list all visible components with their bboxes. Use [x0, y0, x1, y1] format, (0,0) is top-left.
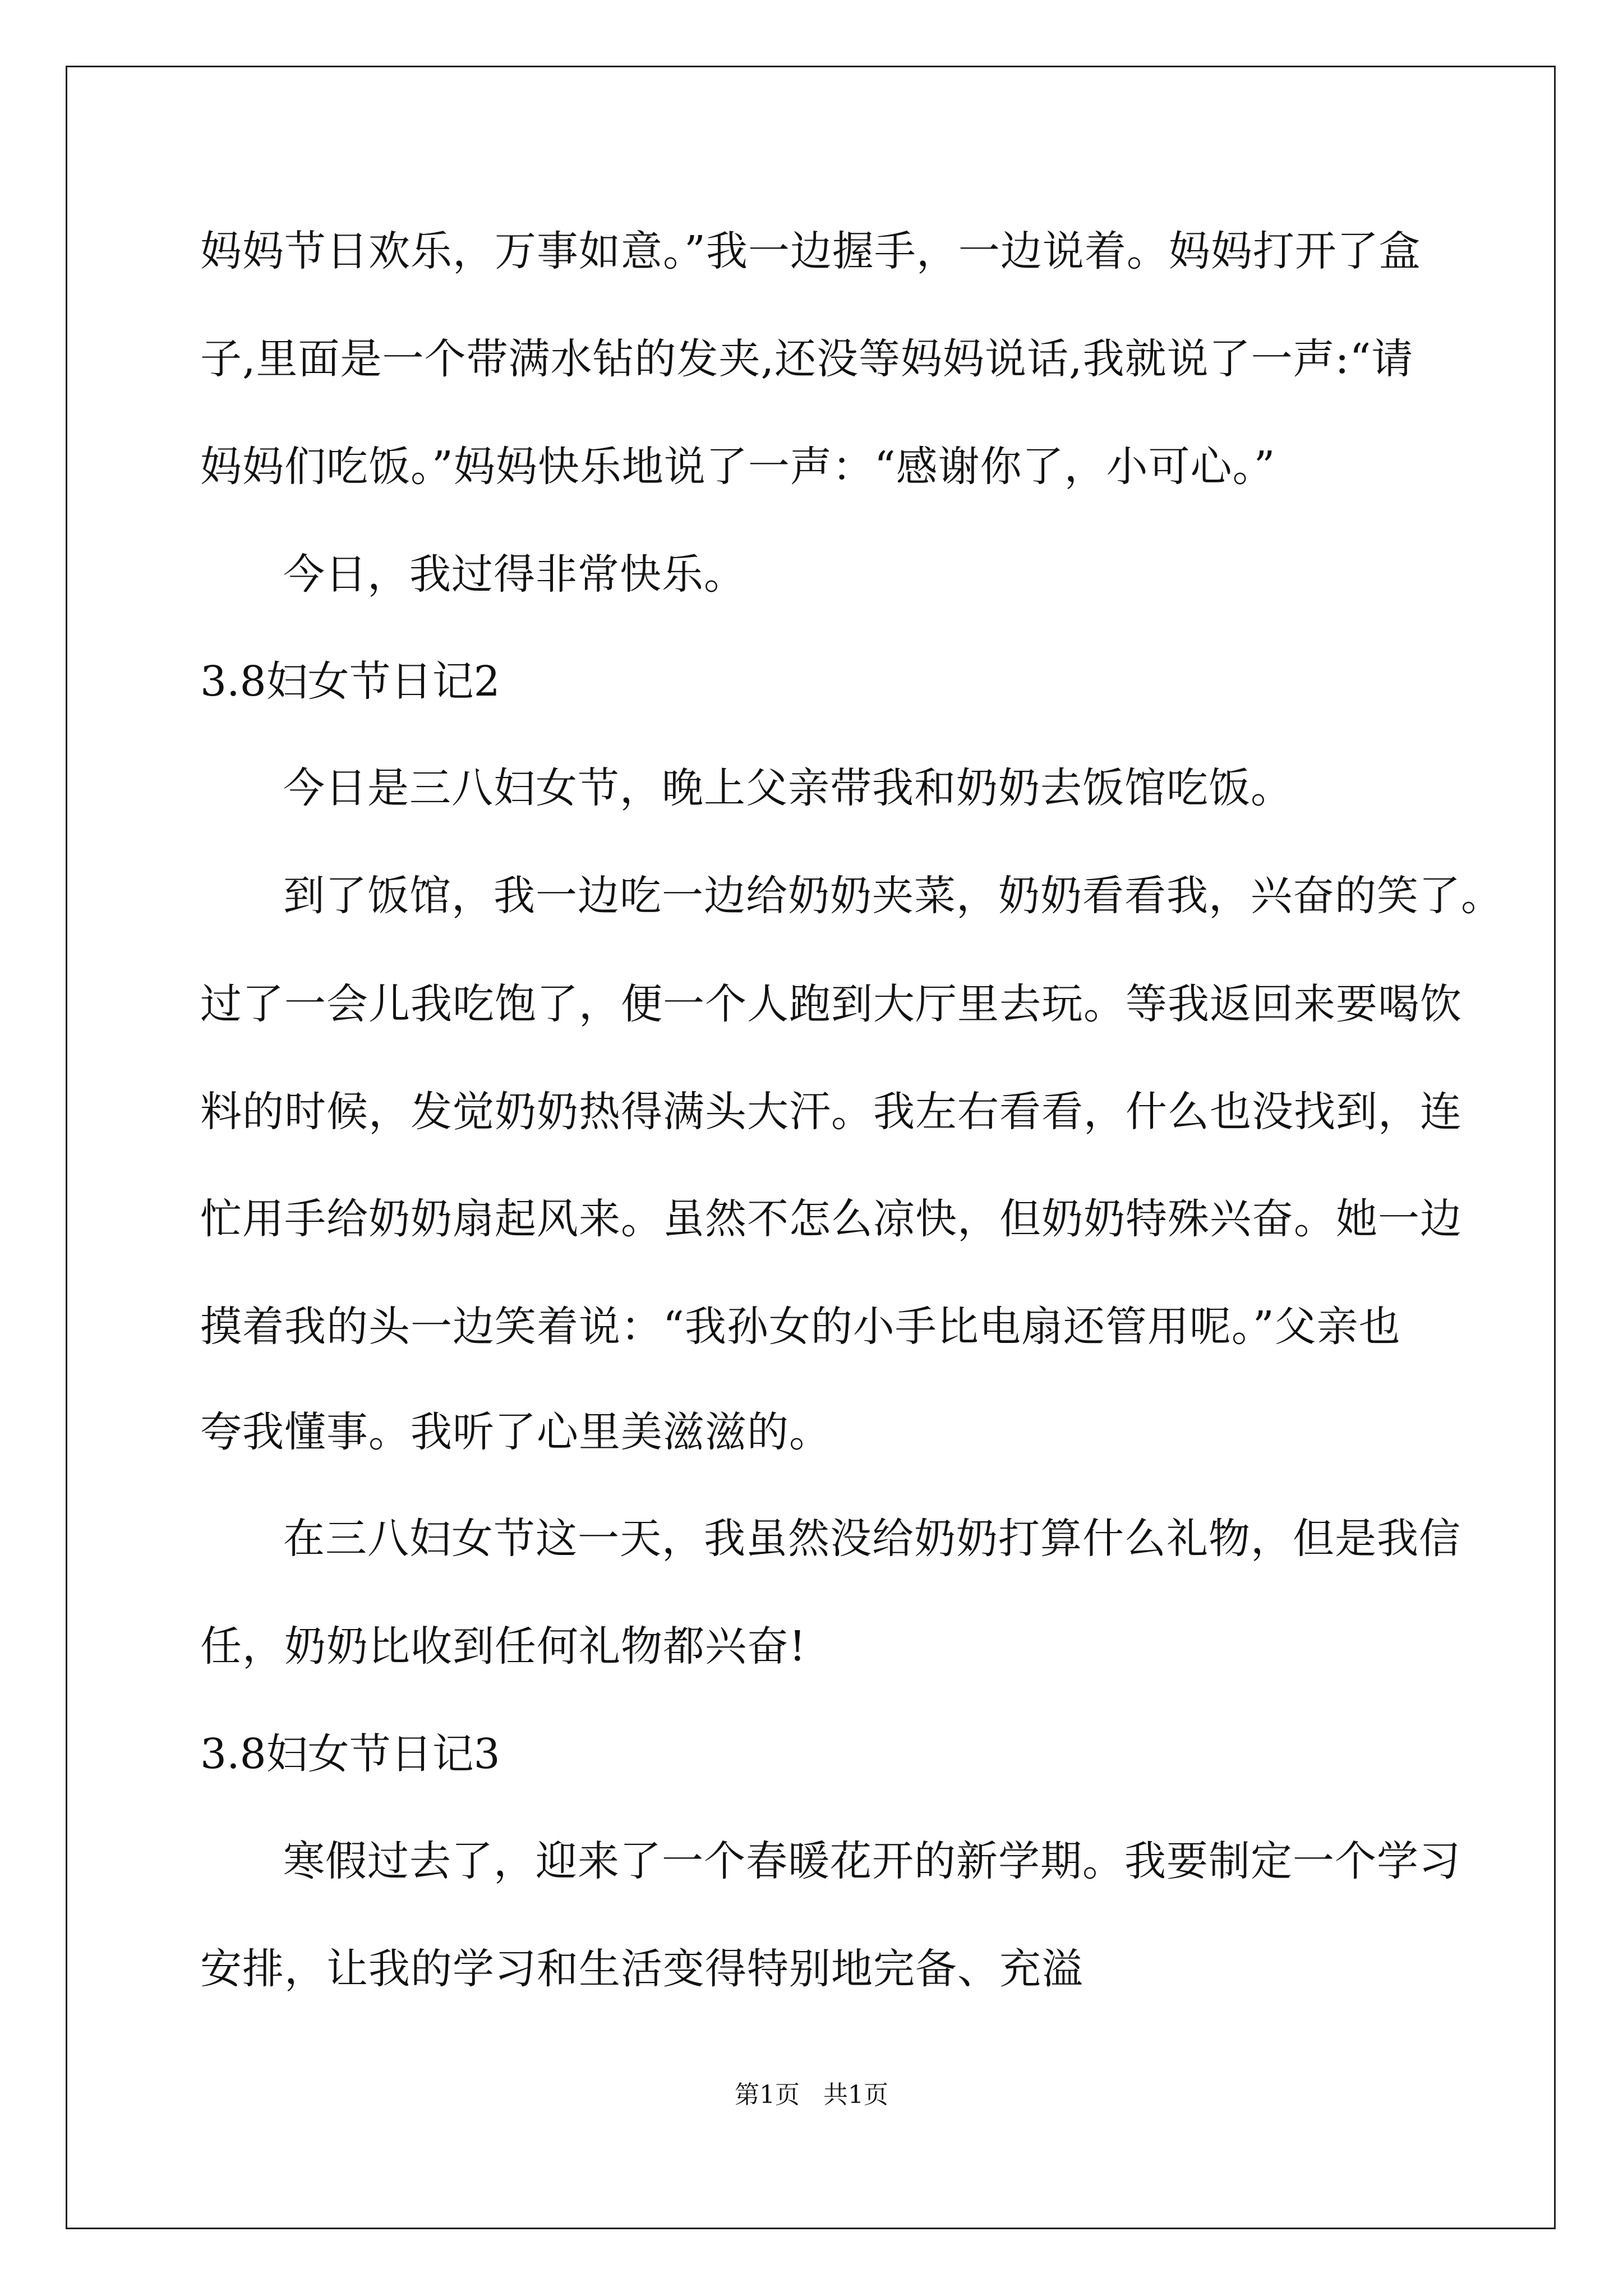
section-heading: 3.8妇女节日记3 [200, 1730, 500, 1778]
body-text-line: 过了一会儿我吃饱了，便一个人跑到大厅里去玩。等我返回来要喝饮 [200, 980, 1462, 1028]
body-text-line: 任，奶奶比收到任何礼物都兴奋! [200, 1622, 806, 1671]
body-text-line: 摸着我的头一边笑着说：“我孙女的小手比电扇还管用呢。”父亲也 [200, 1303, 1401, 1351]
page-total: 共1页 [823, 2081, 888, 2109]
body-text-line: 妈妈们吃饭。”妈妈快乐地说了一声：“感谢你了，小可心。” [200, 443, 1276, 491]
body-text-line: 今日是三八妇女节，晚上父亲带我和奶奶去饭馆吃饭。 [283, 764, 1293, 812]
body-text-line: 夸我懂事。我听了心里美滋滋的。 [200, 1408, 831, 1456]
body-text-line: 在三八妇女节这一天，我虽然没给奶奶打算什么礼物，但是我信 [283, 1515, 1461, 1563]
page-border [66, 66, 1556, 2229]
page-footer [0, 2078, 1623, 2112]
page-number: 第1页 [735, 2081, 800, 2109]
body-text-line: 今日，我过得非常快乐。 [283, 550, 746, 599]
body-text-line: 忙用手给奶奶扇起风来。虽然不怎么凉快，但奶奶特殊兴奋。她一边 [200, 1195, 1462, 1243]
body-text-line: 子,里面是一个带满水钻的发夹,还没等妈妈说话,我就说了一声:“请 [200, 335, 1414, 383]
section-heading: 3.8妇女节日记2 [200, 657, 500, 706]
body-text-line: 料的时候，发觉奶奶热得满头大汗。我左右看看，什么也没找到，连 [200, 1088, 1462, 1136]
body-text-line: 到了饭馆，我一边吃一边给奶奶夹菜，奶奶看看我，兴奋的笑了。 [283, 872, 1503, 920]
body-text-line: 妈妈节日欢乐，万事如意。”我一边握手，一边说着。妈妈打开了盒 [200, 227, 1421, 275]
body-text-line: 安排，让我的学习和生活变得特别地完备、充溢 [200, 1945, 1083, 1993]
body-text-line: 寒假过去了，迎来了一个春暖花开的新学期。我要制定一个学习 [283, 1837, 1461, 1885]
